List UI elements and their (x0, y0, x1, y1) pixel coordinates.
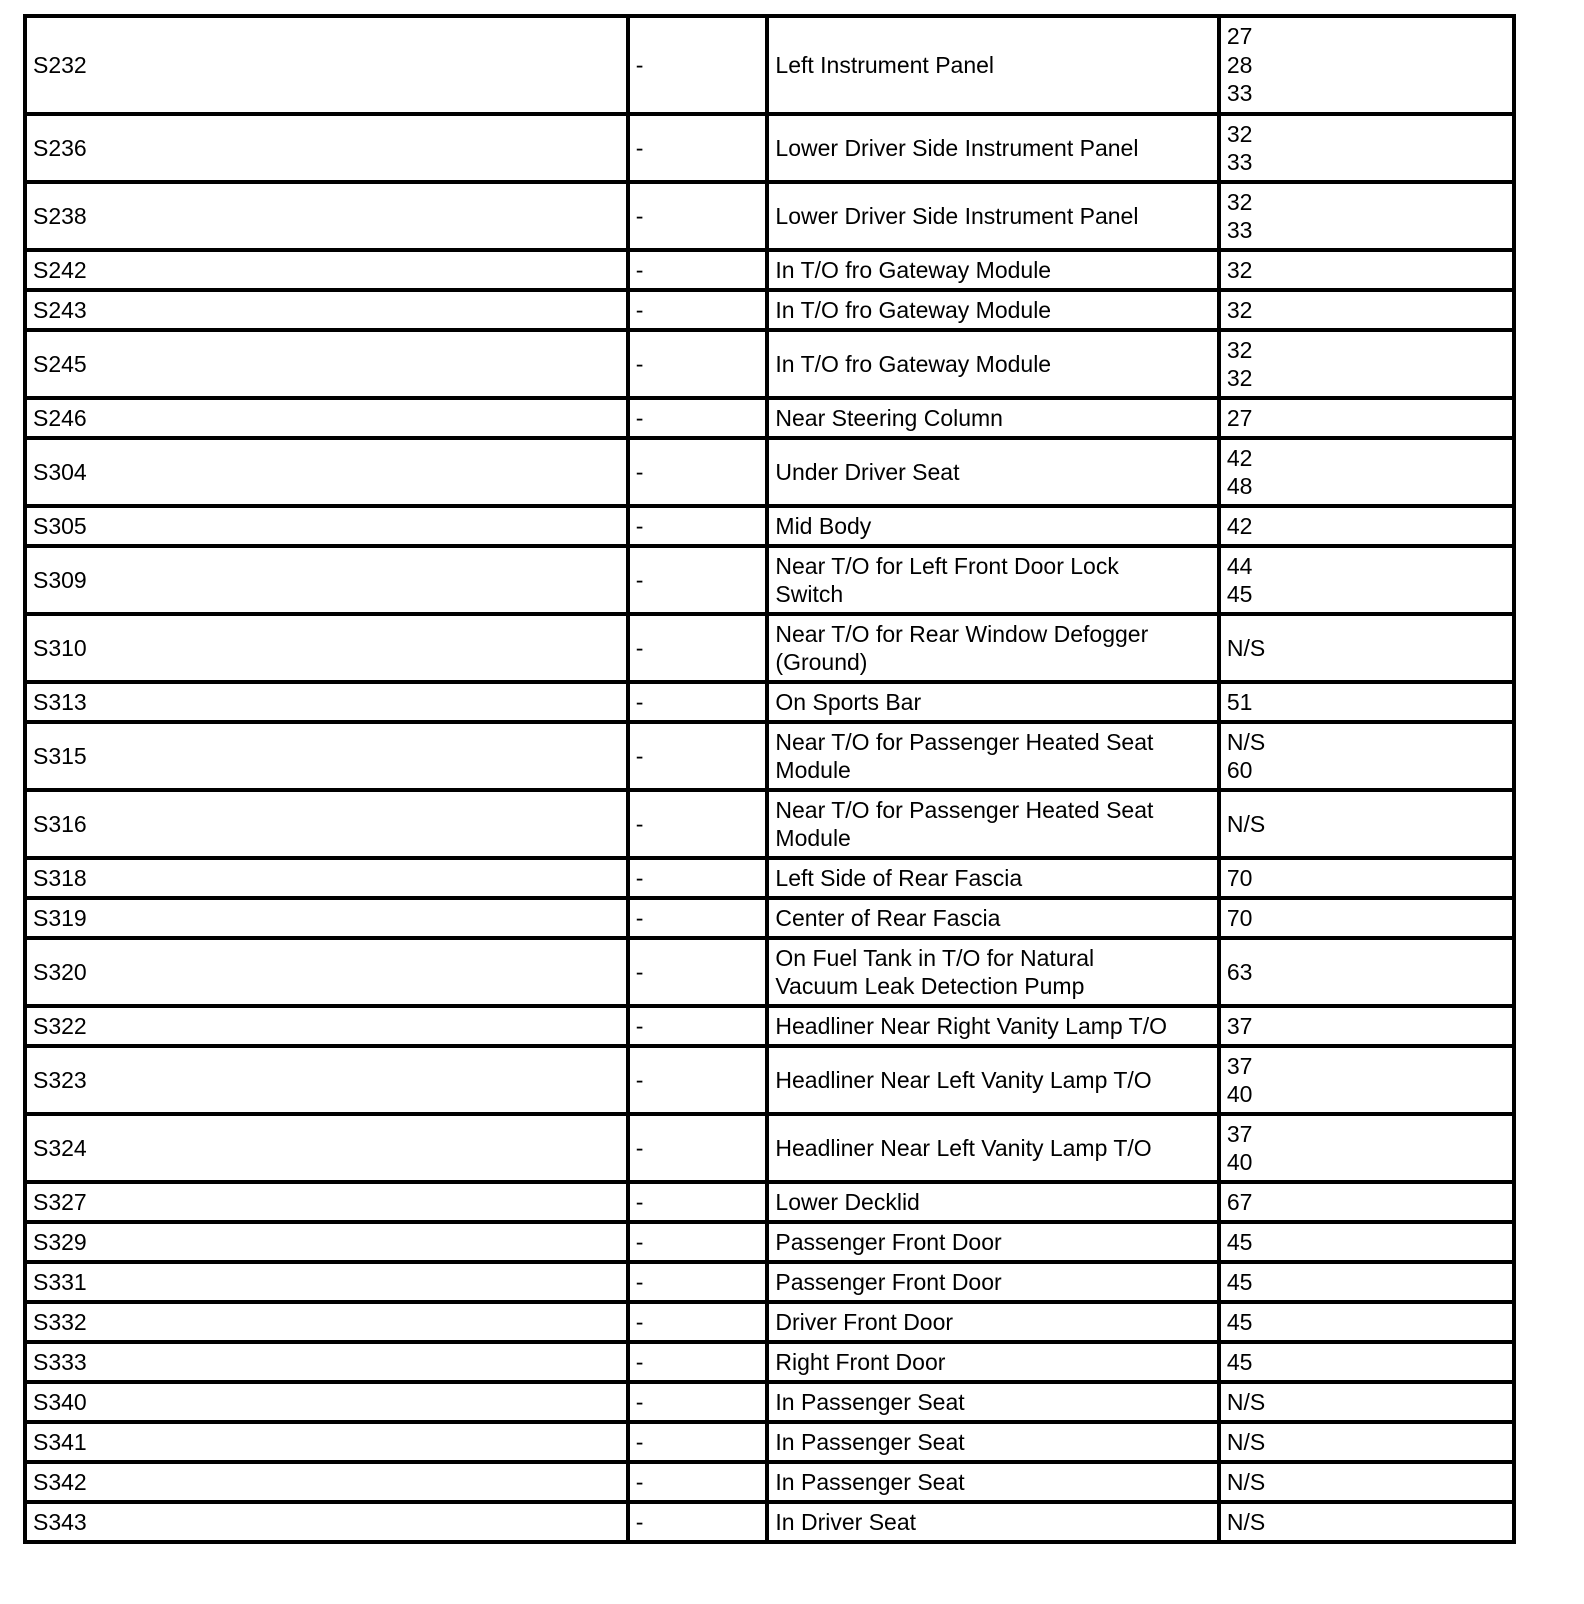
dash-cell: - (628, 938, 768, 1006)
page-ref: 33 (1226, 217, 1253, 243)
page-ref: N/S (1226, 634, 1266, 661)
dash-cell: - (628, 114, 768, 182)
dash-cell: - (628, 506, 768, 546)
location-cell: Lower Decklid (767, 1182, 1218, 1222)
page-ref-cell (1219, 1262, 1514, 1302)
location-cell: Headliner Near Right Vanity Lamp T/O (767, 1006, 1218, 1046)
splice-id-cell: S305 (25, 506, 628, 546)
page-ref: 70 (1226, 864, 1253, 891)
page-ref: 32 (1226, 296, 1253, 323)
table-row (25, 1006, 1514, 1046)
table-row (25, 938, 1514, 1006)
page-ref: 27 (1226, 23, 1253, 50)
table-row (25, 398, 1514, 438)
splice-id-cell: S320 (25, 938, 628, 1006)
location-line: Near T/O for Passenger Heated Seat (775, 728, 1154, 755)
dash-cell: - (628, 1422, 768, 1462)
location-line: Near T/O for Left Front Door Lock (775, 552, 1119, 579)
location-cell: Left Side of Rear Fascia (767, 858, 1218, 898)
page-ref: 44 (1226, 552, 1253, 579)
table-row (25, 438, 1514, 506)
page-ref-cell (1219, 290, 1514, 330)
page-ref: 45 (1226, 581, 1253, 607)
page-ref-cell (1219, 546, 1514, 614)
table-row (25, 1262, 1514, 1302)
dash-cell: - (628, 546, 768, 614)
location-cell: Mid Body (767, 506, 1218, 546)
dash-cell: - (628, 1046, 768, 1114)
table-row (25, 250, 1514, 290)
page-ref: 37 (1226, 1012, 1253, 1039)
page-ref-cell (1219, 1046, 1514, 1114)
page-ref-cell (1219, 898, 1514, 938)
dash-cell: - (628, 1382, 768, 1422)
dash-cell: - (628, 858, 768, 898)
splice-id-cell: S323 (25, 1046, 628, 1114)
table-row (25, 1046, 1514, 1114)
page-ref-cell (1219, 438, 1514, 506)
dash-cell: - (628, 790, 768, 858)
dash-cell: - (628, 1342, 768, 1382)
page-ref: 48 (1226, 473, 1253, 499)
table-row (25, 16, 1514, 114)
dash-cell: - (628, 1302, 768, 1342)
table-row (25, 1422, 1514, 1462)
table-row (25, 1342, 1514, 1382)
page-ref: 40 (1226, 1149, 1253, 1175)
table-row (25, 898, 1514, 938)
location-cell: Left Instrument Panel (767, 16, 1218, 114)
table-row (25, 722, 1514, 790)
table-row (25, 330, 1514, 398)
location-cell: Passenger Front Door (767, 1222, 1218, 1262)
page-ref: 32 (1226, 256, 1253, 283)
splice-id-cell: S245 (25, 330, 628, 398)
dash-cell: - (628, 1462, 768, 1502)
location-line: Near T/O for Passenger Heated Seat (775, 796, 1154, 823)
table-row (25, 858, 1514, 898)
dash-cell: - (628, 398, 768, 438)
table-row (25, 1502, 1514, 1542)
page-ref: 27 (1226, 404, 1253, 431)
table-row (25, 1222, 1514, 1262)
location-cell: Headliner Near Left Vanity Lamp T/O (767, 1046, 1218, 1114)
location-cell: In T/O fro Gateway Module (767, 330, 1218, 398)
location-line: On Fuel Tank in T/O for Natural (775, 944, 1095, 971)
page-ref-cell (1219, 1342, 1514, 1382)
page-ref: 40 (1226, 1081, 1253, 1107)
page-ref: 32 (1226, 365, 1253, 391)
page-ref-cell (1219, 614, 1514, 682)
location-cell (767, 614, 1218, 682)
location-cell: Passenger Front Door (767, 1262, 1218, 1302)
page-ref-cell (1219, 182, 1514, 250)
page-ref-cell (1219, 938, 1514, 1006)
page-ref: 45 (1226, 1308, 1253, 1335)
splice-id-cell: S319 (25, 898, 628, 938)
location-cell: Right Front Door (767, 1342, 1218, 1382)
dash-cell: - (628, 1502, 768, 1542)
dash-cell: - (628, 1114, 768, 1182)
page-ref: 33 (1226, 80, 1253, 107)
location-cell: In T/O fro Gateway Module (767, 290, 1218, 330)
page-ref-cell (1219, 330, 1514, 398)
location-line: Vacuum Leak Detection Pump (775, 973, 1085, 999)
page-ref: N/S (1226, 1508, 1266, 1535)
location-cell: In Passenger Seat (767, 1422, 1218, 1462)
splice-id-cell: S232 (25, 16, 628, 114)
table-row (25, 182, 1514, 250)
splice-id-cell: S236 (25, 114, 628, 182)
page-ref: 51 (1226, 688, 1253, 715)
dash-cell: - (628, 1262, 768, 1302)
splice-id-cell: S304 (25, 438, 628, 506)
page-ref: N/S (1226, 1428, 1266, 1455)
page-ref: 67 (1226, 1188, 1253, 1215)
page-ref-cell (1219, 790, 1514, 858)
dash-cell: - (628, 182, 768, 250)
page-ref: 70 (1226, 904, 1253, 931)
splice-location-table (23, 14, 1516, 1544)
page-ref: N/S (1226, 1388, 1266, 1415)
splice-id-cell: S332 (25, 1302, 628, 1342)
location-cell: Under Driver Seat (767, 438, 1218, 506)
page-ref-cell (1219, 1382, 1514, 1422)
table-row (25, 290, 1514, 330)
location-line: Module (775, 757, 851, 783)
splice-id-cell: S246 (25, 398, 628, 438)
location-line: Module (775, 825, 851, 851)
dash-cell: - (628, 1222, 768, 1262)
dash-cell: - (628, 614, 768, 682)
page-ref-cell (1219, 1302, 1514, 1342)
table-row (25, 1302, 1514, 1342)
splice-id-cell: S322 (25, 1006, 628, 1046)
splice-id-cell: S313 (25, 682, 628, 722)
page-ref-cell (1219, 398, 1514, 438)
splice-id-cell: S341 (25, 1422, 628, 1462)
table-row (25, 114, 1514, 182)
splice-id-cell: S238 (25, 182, 628, 250)
dash-cell: - (628, 898, 768, 938)
splice-id-cell: S316 (25, 790, 628, 858)
page-ref-cell (1219, 1462, 1514, 1502)
splice-id-cell: S340 (25, 1382, 628, 1422)
page-ref: N/S (1226, 728, 1266, 755)
page-ref: N/S (1226, 1468, 1266, 1495)
dash-cell: - (628, 438, 768, 506)
location-cell: Lower Driver Side Instrument Panel (767, 182, 1218, 250)
table-row (25, 506, 1514, 546)
dash-cell: - (628, 330, 768, 398)
dash-cell: - (628, 682, 768, 722)
dash-cell: - (628, 1182, 768, 1222)
location-line: (Ground) (775, 649, 868, 675)
page-ref: 37 (1226, 1120, 1253, 1147)
table-row (25, 1382, 1514, 1422)
dash-cell: - (628, 250, 768, 290)
page-ref: 42 (1226, 512, 1253, 539)
page-ref-cell (1219, 1006, 1514, 1046)
location-line: Switch (775, 581, 844, 607)
page-ref: 32 (1226, 120, 1253, 147)
splice-id-cell: S309 (25, 546, 628, 614)
splice-id-cell: S333 (25, 1342, 628, 1382)
splice-id-cell: S243 (25, 290, 628, 330)
location-cell (767, 722, 1218, 790)
page-ref: 63 (1226, 958, 1253, 985)
page-ref-cell (1219, 1422, 1514, 1462)
location-cell (767, 790, 1218, 858)
page-ref-cell (1219, 1182, 1514, 1222)
dash-cell: - (628, 1006, 768, 1046)
page-ref: 45 (1226, 1268, 1253, 1295)
splice-id-cell: S318 (25, 858, 628, 898)
page-ref: 42 (1226, 444, 1253, 471)
table-row (25, 614, 1514, 682)
page-ref: 37 (1226, 1052, 1253, 1079)
table-row (25, 682, 1514, 722)
page-ref-cell (1219, 1222, 1514, 1262)
page-ref: 33 (1226, 149, 1253, 175)
table-row (25, 790, 1514, 858)
location-cell: On Sports Bar (767, 682, 1218, 722)
location-cell (767, 938, 1218, 1006)
table-row (25, 1114, 1514, 1182)
dash-cell: - (628, 722, 768, 790)
location-line: Near T/O for Rear Window Defogger (775, 620, 1149, 647)
splice-id-cell: S342 (25, 1462, 628, 1502)
table-body (25, 16, 1514, 1542)
splice-id-cell: S315 (25, 722, 628, 790)
splice-id-cell: S310 (25, 614, 628, 682)
page-ref: 28 (1226, 51, 1253, 78)
location-cell: In Driver Seat (767, 1502, 1218, 1542)
page-ref-cell (1219, 682, 1514, 722)
splice-id-cell: S324 (25, 1114, 628, 1182)
page-ref-cell (1219, 1502, 1514, 1542)
location-cell (767, 546, 1218, 614)
page-ref: 32 (1226, 336, 1253, 363)
page-ref-cell (1219, 858, 1514, 898)
splice-id-cell: S329 (25, 1222, 628, 1262)
location-cell: Lower Driver Side Instrument Panel (767, 114, 1218, 182)
table-row (25, 546, 1514, 614)
splice-id-cell: S331 (25, 1262, 628, 1302)
page-ref-cell (1219, 250, 1514, 290)
table-row (25, 1462, 1514, 1502)
page-ref-cell (1219, 722, 1514, 790)
location-cell: In T/O fro Gateway Module (767, 250, 1218, 290)
page-ref: N/S (1226, 810, 1266, 837)
page-ref-cell (1219, 1114, 1514, 1182)
page-ref: 45 (1226, 1348, 1253, 1375)
page-ref: 32 (1226, 188, 1253, 215)
table-row (25, 1182, 1514, 1222)
dash-cell: - (628, 16, 768, 114)
location-cell: In Passenger Seat (767, 1462, 1218, 1502)
splice-id-cell: S242 (25, 250, 628, 290)
location-cell: Driver Front Door (767, 1302, 1218, 1342)
page-ref: 45 (1226, 1228, 1253, 1255)
page-ref-cell (1219, 16, 1514, 114)
location-cell: Center of Rear Fascia (767, 898, 1218, 938)
splice-id-cell: S327 (25, 1182, 628, 1222)
location-cell: Headliner Near Left Vanity Lamp T/O (767, 1114, 1218, 1182)
location-cell: In Passenger Seat (767, 1382, 1218, 1422)
page-ref: 60 (1226, 757, 1253, 783)
splice-id-cell: S343 (25, 1502, 628, 1542)
location-cell: Near Steering Column (767, 398, 1218, 438)
page-ref-cell (1219, 114, 1514, 182)
page-ref-cell (1219, 506, 1514, 546)
dash-cell: - (628, 290, 768, 330)
